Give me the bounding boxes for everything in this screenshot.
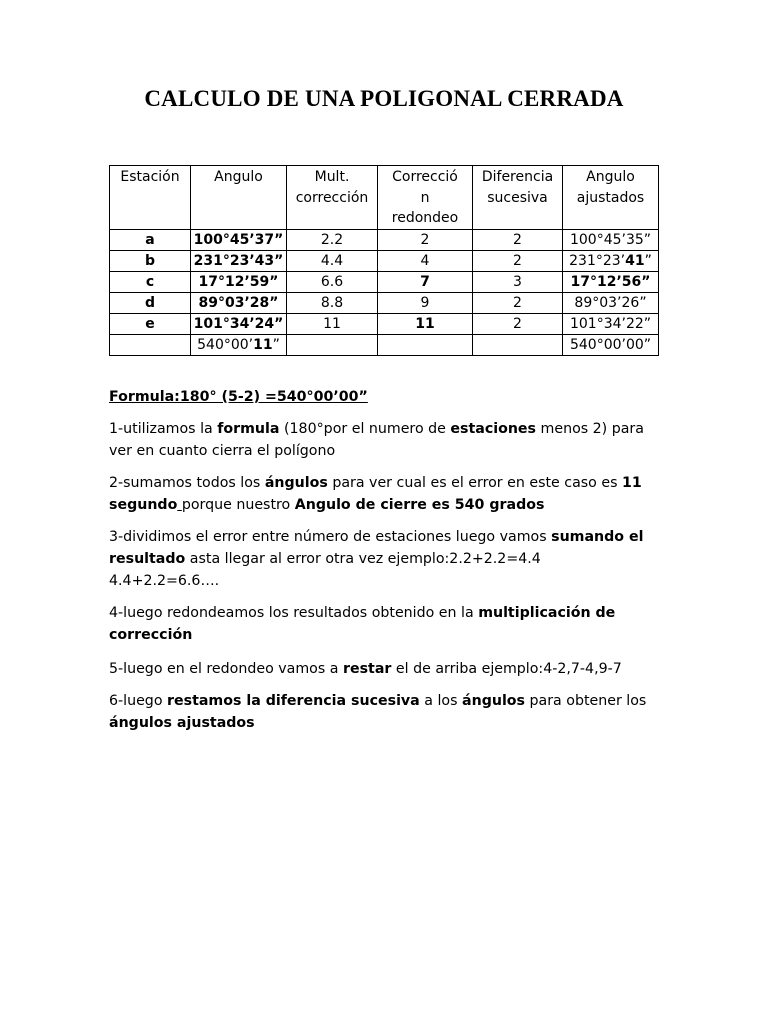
table-row (110, 314, 659, 335)
header-estacion: Estación (110, 166, 191, 230)
step-3-text-a: 3-dividimos el error entre número de estaciones luego vamos (109, 529, 552, 545)
header-corr-line3: redondeo (391, 210, 459, 226)
step-3-text-b: sumando el resultado (109, 529, 644, 567)
cell-total-part2: 11 (253, 337, 273, 353)
header-mult-line2: corrección (295, 189, 369, 206)
step-1-text-e: menos 2) para ver en cuanto cierra el polígono (109, 421, 644, 459)
cell-total-estacion (110, 335, 191, 356)
cell-estacion: c (110, 272, 191, 293)
cell-ajustado-part2: 41 (625, 253, 645, 269)
table-row (110, 251, 659, 272)
table-row (110, 293, 659, 314)
step-5-text-b: restar (342, 661, 392, 677)
formula-heading: Formula:180° (5-2) =540°00’00” (109, 389, 368, 405)
step-6-text-f: ángulos ajustados (109, 715, 255, 731)
cell-diferencia: 3 (473, 272, 563, 293)
header-corr-line2: n (420, 189, 430, 206)
step-2 (109, 472, 669, 516)
step-2-text-f: segundo (109, 497, 178, 513)
cell-total-correccion (378, 335, 473, 356)
table-row (110, 230, 659, 251)
cell-mult: 8.8 (287, 293, 378, 314)
cell-correccion: 9 (378, 293, 473, 314)
cell-ajustado: 89°03’26” (563, 293, 659, 314)
cell-diferencia: 2 (473, 293, 563, 314)
step-1-text-b: formula (217, 421, 280, 437)
header-mult-correccion (287, 166, 378, 230)
step-5 (109, 658, 669, 680)
cell-total-diferencia (473, 335, 563, 356)
header-dif-line1: Diferencia (481, 169, 554, 185)
header-dif-line2: sucesiva (487, 189, 548, 206)
step-1-text-d: estaciones (450, 421, 537, 437)
table-row (110, 272, 659, 293)
step-1 (109, 418, 669, 462)
table-header-row (110, 166, 659, 230)
cell-ajustado: 17°12’56” (563, 272, 659, 293)
cell-mult: 11 (287, 314, 378, 335)
cell-ajustado: 101°34’22” (563, 314, 659, 335)
cell-correccion: 2 (378, 230, 473, 251)
cell-diferencia: 2 (473, 251, 563, 272)
step-3-text-c: asta llegar al error otra vez ejemplo:2.2+2.2=4.4 (185, 551, 541, 567)
cell-correccion: 11 (378, 314, 473, 335)
step-4-text-a: 4-luego redondeamos los resultados obtenido en la (109, 605, 479, 621)
step-1-text-a: 1-utilizamos la (109, 421, 218, 437)
step-5-text-a: 5-luego en el redondeo vamos a (109, 661, 343, 677)
table-total-row (110, 335, 659, 356)
header-correccion-redondeo (378, 166, 473, 230)
header-diferencia-sucesiva (473, 166, 563, 230)
header-angulo: Angulo (191, 166, 287, 230)
step-6-text-e: para obtener los (525, 693, 647, 709)
cell-total-ajustado: 540°00’00” (563, 335, 659, 356)
step-6-text-a: 6-luego (109, 693, 168, 709)
cell-ajustado (563, 251, 659, 272)
cell-total-part3: ” (272, 337, 280, 353)
step-6-text-d: ángulos (462, 693, 526, 709)
step-3 (109, 526, 669, 592)
cell-ajustado-part1: 231°23’ (569, 253, 626, 269)
step-3-text-d: 4.4+2.2=6.6…. (109, 573, 220, 589)
cell-angulo: 100°45’37” (191, 230, 287, 251)
step-2-text-a: 2-sumamos todos los (109, 475, 265, 491)
cell-total-angulo (191, 335, 287, 356)
cell-mult: 4.4 (287, 251, 378, 272)
cell-ajustado: 100°45’35” (563, 230, 659, 251)
page-title: CALCULO DE UNA POLIGONAL CERRADA (144, 86, 624, 111)
step-2-text-d: 11 (622, 475, 642, 491)
cell-angulo: 231°23’43” (191, 251, 287, 272)
header-aj-line2: ajustados (576, 189, 645, 206)
step-4-text-b: multiplicación de corrección (109, 605, 616, 643)
cell-correccion: 4 (378, 251, 473, 272)
step-2-text-i: Angulo de cierre es 540 grados (294, 497, 545, 513)
cell-angulo: 17°12’59” (191, 272, 287, 293)
cell-estacion: e (110, 314, 191, 335)
cell-mult: 6.6 (287, 272, 378, 293)
cell-diferencia: 2 (473, 314, 563, 335)
step-2-text-c: para ver cual es el error en este caso es (327, 475, 622, 491)
step-6-text-b: restamos la diferencia sucesiva (167, 693, 420, 709)
header-corr-line1: Correcció (392, 169, 458, 185)
cell-estacion: b (110, 251, 191, 272)
step-4 (109, 602, 669, 646)
cell-mult: 2.2 (287, 230, 378, 251)
poligonal-table (109, 165, 659, 356)
cell-angulo: 89°03’28” (191, 293, 287, 314)
cell-correccion: 7 (378, 272, 473, 293)
step-6 (109, 690, 669, 734)
cell-angulo: 101°34’24” (191, 314, 287, 335)
step-5-text-c: el de arriba ejemplo:4-2,7-4,9-7 (391, 661, 622, 677)
cell-total-mult (287, 335, 378, 356)
step-1-text-c: (180°por el numero de (279, 421, 451, 437)
cell-estacion: d (110, 293, 191, 314)
cell-estacion: a (110, 230, 191, 251)
cell-diferencia: 2 (473, 230, 563, 251)
header-mult-line1: Mult. (314, 169, 350, 185)
step-2-text-b: ángulos (264, 475, 328, 491)
header-angulo-ajustados (563, 166, 659, 230)
step-2-text-h: porque nuestro (181, 497, 295, 513)
step-6-text-c: a los (419, 693, 463, 709)
cell-ajustado-part3: ” (644, 253, 652, 269)
cell-total-part1: 540°00’ (197, 337, 254, 353)
header-aj-line1: Angulo (586, 169, 635, 185)
